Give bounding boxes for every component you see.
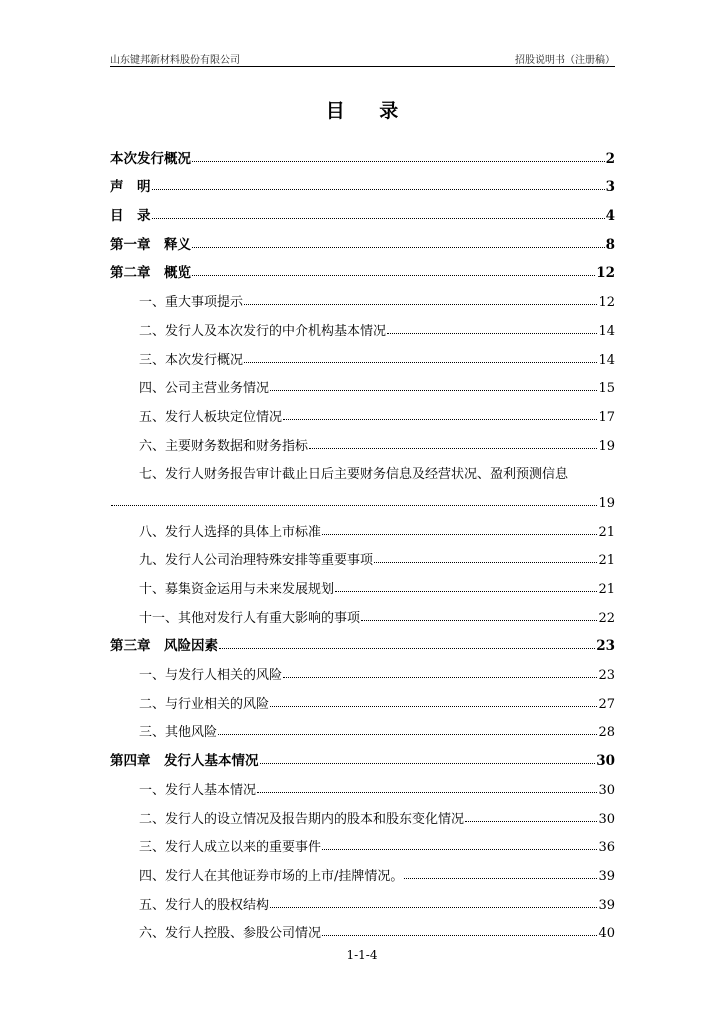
toc-entry[interactable] (110, 425, 615, 454)
toc-leader-dots (322, 848, 597, 850)
toc-entry[interactable] (110, 253, 615, 282)
toc-leader-dots (283, 676, 597, 678)
toc-entry-label: 八、发行人选择的具体上市标准 (139, 524, 322, 540)
toc-entry-label: 六、主要财务数据和财务指标 (139, 438, 309, 454)
toc-entry[interactable] (110, 740, 615, 769)
toc-leader-dots (465, 820, 597, 822)
toc-entry-label: 二、与行业相关的风险 (139, 696, 270, 712)
toc-entry-page: 19 (598, 495, 615, 511)
toc-entry-label: 第一章 释义 (110, 236, 191, 253)
toc-entry-label: 一、与发行人相关的风险 (139, 668, 283, 684)
toc-entry-page: 15 (598, 381, 615, 397)
toc-entry-page: 2 (605, 150, 615, 167)
page-header (110, 50, 615, 67)
toc-leader-dots (387, 332, 597, 334)
toc-entry-page: 21 (598, 553, 615, 569)
toc-leader-dots (192, 246, 605, 248)
toc-entry-continuation[interactable] (110, 482, 615, 511)
toc-leader-dots (192, 274, 595, 276)
toc-entry-page: 27 (598, 696, 615, 712)
toc-entry-page: 21 (598, 582, 615, 597)
toc-entry-label: 四、发行人在其他证券市场的上市/挂牌情况。 (139, 868, 404, 884)
toc-leader-dots (152, 188, 605, 190)
toc-entry[interactable] (110, 310, 615, 339)
toc-entry[interactable] (110, 597, 615, 626)
toc-leader-dots (361, 619, 597, 621)
toc-entry-label: 目 录 (110, 208, 151, 225)
toc-leader-dots (270, 906, 597, 908)
toc-leader-dots (270, 705, 597, 707)
toc-entry-label: 五、发行人的股权结构 (139, 897, 270, 913)
toc-entry-page: 23 (598, 668, 615, 684)
toc-entry-label: 第四章 发行人基本情况 (110, 753, 259, 770)
toc-entry-label: 声 明 (110, 179, 151, 196)
toc-entry-page: 12 (598, 295, 615, 311)
toc-entry-label: 十、募集资金运用与未来发展规划 (139, 582, 335, 597)
toc-entry[interactable] (110, 368, 615, 397)
toc-entry[interactable] (110, 281, 615, 310)
toc-entry[interactable] (110, 884, 615, 913)
toc-entry[interactable] (110, 855, 615, 884)
toc-entry[interactable] (110, 712, 615, 741)
toc-leader-dots (283, 418, 597, 420)
toc-entry[interactable] (110, 568, 615, 597)
table-of-contents (110, 138, 615, 941)
toc-entry-page: 4 (605, 208, 615, 225)
toc-entry-label: 三、其他风险 (139, 725, 218, 741)
toc-entry-page: 19 (598, 438, 615, 454)
toc-entry-page: 3 (605, 179, 615, 196)
page-title: 目 录 (325, 100, 413, 122)
toc-entry-page: 39 (598, 897, 615, 913)
toc-entry-label: 十一、其他对发行人有重大影响的事项 (139, 610, 361, 626)
toc-entry-page: 30 (598, 811, 615, 827)
toc-leader-dots (257, 791, 597, 793)
toc-leader-dots (322, 533, 597, 535)
toc-entry-page: 30 (598, 782, 615, 798)
toc-entry[interactable] (110, 167, 615, 196)
toc-entry-label: 四、公司主营业务情况 (139, 381, 270, 397)
toc-entry-page: 12 (596, 265, 615, 282)
toc-entry[interactable] (110, 827, 615, 856)
toc-leader-dots (404, 877, 597, 879)
toc-entry[interactable] (110, 511, 615, 540)
toc-entry-label: 二、发行人及本次发行的中介机构基本情况 (139, 323, 387, 339)
page-number: 1-1-4 (346, 948, 378, 962)
toc-leader-dots (192, 160, 605, 162)
toc-leader-dots (335, 590, 597, 592)
header-document-type: 招股说明书（注册稿） (515, 55, 615, 66)
toc-entry[interactable] (110, 626, 615, 655)
toc-entry-label: 九、发行人公司治理特殊安排等重要事项 (139, 553, 374, 569)
header-company-name: 山东键邦新材料股份有限公司 (110, 55, 240, 66)
toc-entry-page: 21 (598, 524, 615, 540)
toc-entry-page: 14 (598, 323, 615, 339)
toc-leader-dots (111, 504, 597, 506)
toc-entry-label: 二、发行人的设立情况及报告期内的股本和股东变化情况 (139, 811, 465, 827)
toc-entry-wrapped[interactable] (110, 454, 615, 483)
toc-entry-page: 40 (598, 926, 615, 942)
toc-entry-label: 七、发行人财务报告审计截止日后主要财务信息及经营状况、盈利预测信息 (139, 467, 569, 483)
toc-entry-page: 8 (605, 236, 615, 253)
toc-entry-label: 一、重大事项提示 (139, 295, 244, 311)
toc-leader-dots (260, 762, 596, 764)
toc-leader-dots (219, 647, 595, 649)
toc-entry-page: 39 (598, 868, 615, 884)
toc-entry[interactable] (110, 195, 615, 224)
toc-entry-page: 23 (596, 638, 615, 655)
toc-entry-label: 本次发行概况 (110, 150, 191, 167)
toc-entry-label: 第三章 风险因素 (110, 638, 218, 655)
toc-entry[interactable] (110, 798, 615, 827)
toc-entry[interactable] (110, 540, 615, 569)
toc-entry-page: 30 (596, 753, 615, 770)
toc-leader-dots (244, 361, 597, 363)
toc-entry[interactable] (110, 769, 615, 798)
toc-entry-label: 五、发行人板块定位情况 (139, 409, 283, 425)
toc-entry[interactable] (110, 654, 615, 683)
toc-entry-label: 六、发行人控股、参股公司情况 (139, 926, 322, 942)
toc-entry-page: 28 (598, 725, 615, 741)
toc-leader-dots (152, 217, 605, 219)
toc-leader-dots (309, 447, 597, 449)
toc-entry-page: 36 (598, 840, 615, 856)
toc-entry[interactable] (110, 224, 615, 253)
toc-leader-dots (218, 733, 597, 735)
toc-leader-dots (244, 303, 597, 305)
toc-entry-page: 22 (598, 610, 615, 626)
toc-entry[interactable] (110, 913, 615, 942)
toc-entry[interactable] (110, 396, 615, 425)
toc-entry[interactable] (110, 339, 615, 368)
toc-entry-label: 三、发行人成立以来的重要事件 (139, 840, 322, 856)
toc-leader-dots (322, 934, 597, 936)
toc-entry-label: 第二章 概览 (110, 265, 191, 282)
toc-entry-page: 17 (598, 409, 615, 425)
toc-leader-dots (270, 389, 597, 391)
toc-entry[interactable] (110, 138, 615, 167)
toc-entry-label: 三、本次发行概况 (139, 352, 244, 368)
toc-entry-page: 14 (598, 352, 615, 368)
toc-entry[interactable] (110, 683, 615, 712)
toc-leader-dots (374, 561, 597, 563)
toc-entry-label: 一、发行人基本情况 (139, 782, 257, 798)
